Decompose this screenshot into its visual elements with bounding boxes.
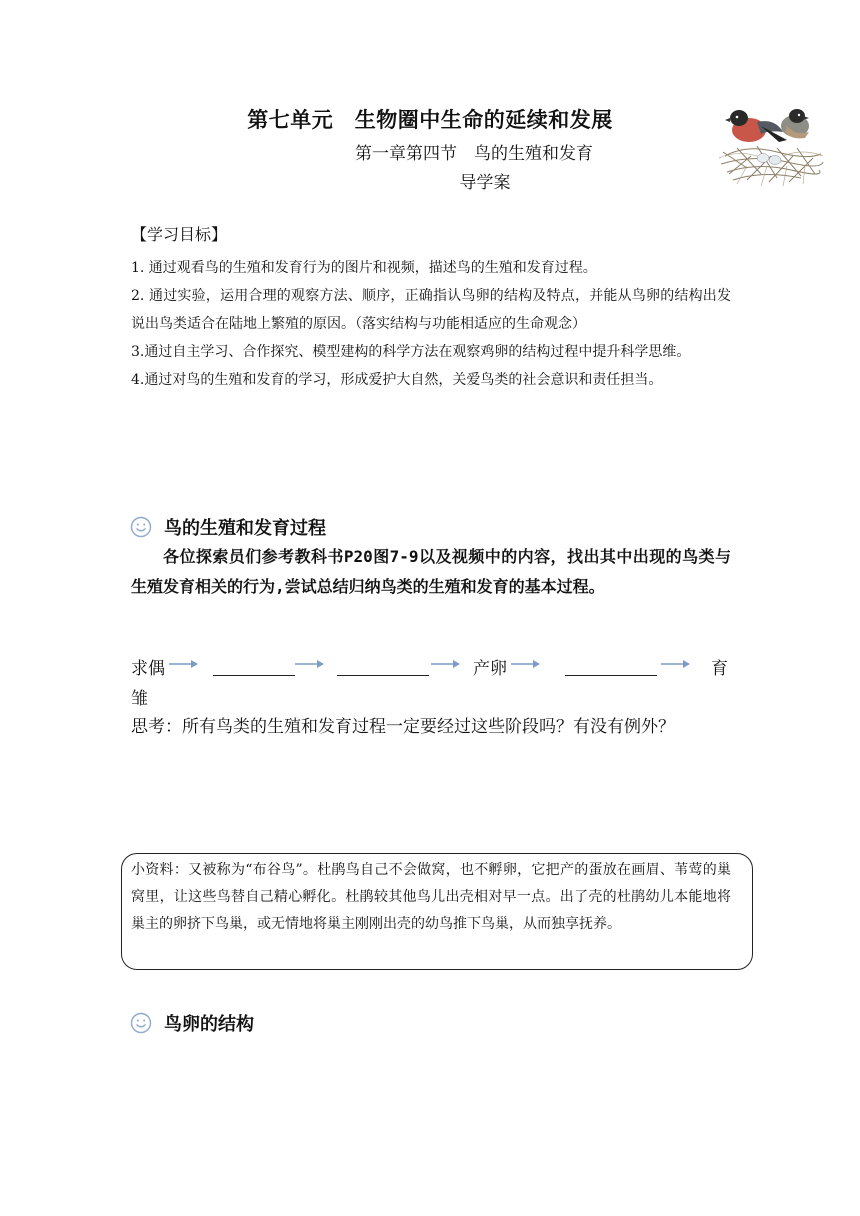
info-box-text: 小资料：又被称为“布谷鸟”。杜鹃鸟自己不会做窝，也不孵卵，它把产的蛋放在画眉、苇莺的巢窝里，让这些鸟替自己精心孵化。杜鹃较其他鸟儿出壳相对早一点。出了壳的杜鹃幼儿本能地将巢主的卵挤下鸟巢，或无情地将巢主刚刚出壳的幼鸟推下鸟巢，从而独享抚养。 — [131, 862, 731, 932]
section-heading-reproduction — [130, 514, 326, 540]
flow-blank-2[interactable] — [337, 675, 429, 676]
objective-item: 3.通过自主学习、合作探究、模型建构的科学方法在观察鸡卵的结构过程中提升科学思维。 — [131, 344, 691, 360]
objectives-list — [131, 254, 731, 394]
smiley-icon — [130, 516, 152, 538]
birds-nest-illustration — [717, 96, 825, 188]
arrow-right-icon — [661, 658, 691, 670]
flow-step-rearing-start: 育 — [711, 659, 728, 679]
arrow-right-icon — [431, 658, 461, 670]
section-intro: 各位探索员们参考教科书P20图7-9以及视频中的内容，找出其中出现的鸟类与生殖发育相关的行为,尝试总结归纳鸟类的生殖和发育的基本过程。 — [131, 547, 731, 596]
section-heading-egg-structure — [130, 1010, 254, 1036]
objective-item: 2. 通过实验，运用合理的观察方法、顺序，正确指认鸟卵的结构及特点，并能从鸟卵的结构出发说出鸟类适合在陆地上繁殖的原因。（落实结构与功能相适应的生命观念） — [131, 288, 731, 332]
think-question: 思考：所有鸟类的生殖和发育过程一定要经过这些阶段吗？有没有例外？ — [131, 717, 675, 737]
section-title: 鸟的生殖和发育过程 — [164, 518, 326, 539]
document-type: 导学案 — [459, 173, 511, 193]
page-title: 第七单元 生物圈中生命的延续和发展 — [247, 108, 613, 132]
arrow-right-icon — [169, 658, 199, 670]
arrow-right-icon — [295, 658, 325, 670]
flow-step-laying: 产卵 — [473, 659, 507, 679]
page-subtitle: 第一章第四节 鸟的生殖和发育 — [355, 144, 593, 164]
reproduction-flow — [131, 654, 731, 680]
smiley-icon — [130, 1012, 152, 1034]
objective-item: 1. 通过观看鸟的生殖和发育行为的图片和视频，描述鸟的生殖和发育过程。 — [131, 260, 597, 276]
arrow-right-icon — [511, 658, 541, 670]
flow-blank-3[interactable] — [565, 675, 657, 676]
flow-step-rearing-end: 雏 — [131, 689, 148, 709]
flow-step-courtship: 求偶 — [131, 659, 165, 679]
flow-blank-1[interactable] — [213, 675, 295, 676]
section-title: 鸟卵的结构 — [164, 1014, 254, 1035]
objectives-heading: 【学习目标】 — [131, 225, 228, 244]
objective-item: 4.通过对鸟的生殖和发育的学习，形成爱护大自然，关爱鸟类的社会意识和责任担当。 — [131, 372, 663, 388]
